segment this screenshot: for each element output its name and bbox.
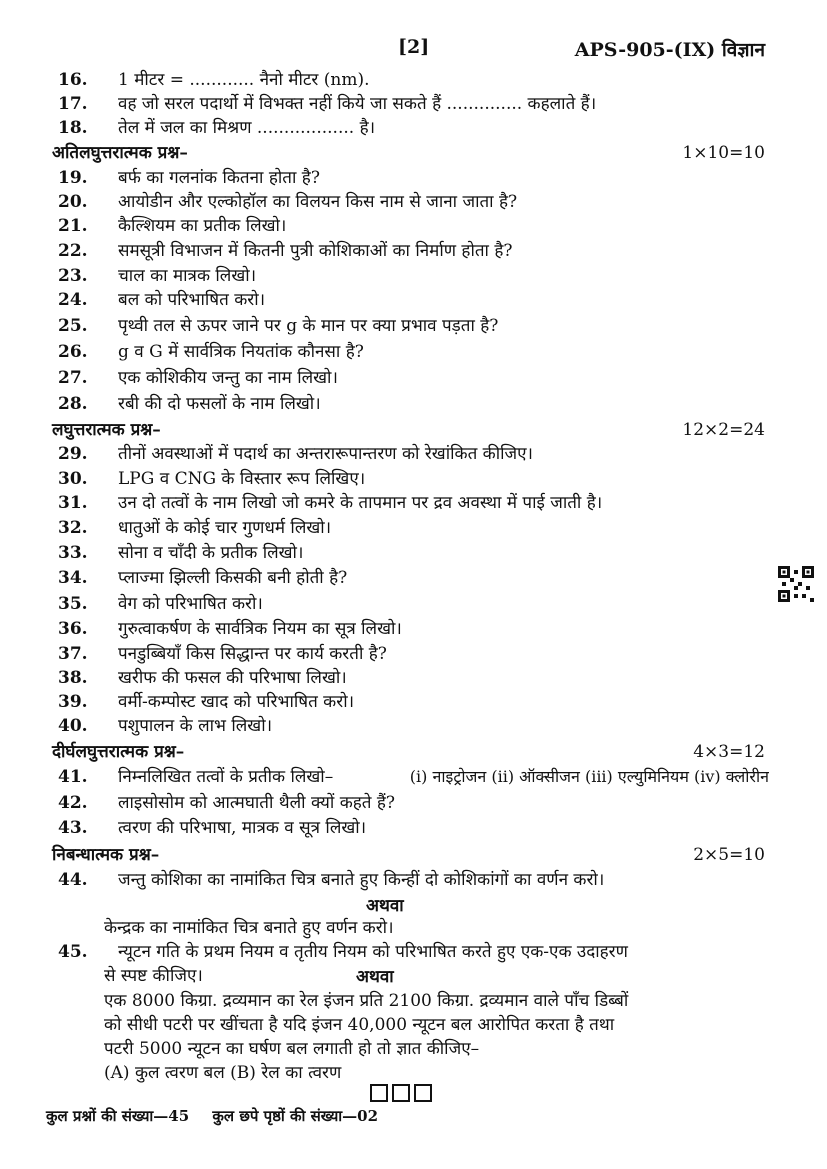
question-number: 17. xyxy=(58,94,88,114)
question-number: 27. xyxy=(58,368,88,388)
total-questions: कुल प्रश्नों की संख्या—45 xyxy=(46,1107,190,1125)
question-item xyxy=(58,642,769,666)
question-item xyxy=(58,617,769,641)
question-item xyxy=(58,68,769,92)
question-text: आयोडीन और एल्कोहॉल का विलयन किस नाम से जाना जाता है? xyxy=(118,192,518,212)
question-item xyxy=(58,791,769,815)
footer xyxy=(46,1106,378,1126)
question-alt-text: (A) कुल त्वरण बल (B) रेल का त्वरण xyxy=(104,1063,342,1083)
question-item xyxy=(58,239,769,263)
question-number: 38. xyxy=(58,668,88,688)
question-text: पशुपालन के लाभ लिखो। xyxy=(118,716,273,736)
question-number: 21. xyxy=(58,216,88,236)
question-text: न्यूटन गति के प्रथम नियम व तृतीय नियम को परिभाषित करते हुए एक-एक उदाहरण xyxy=(118,942,628,962)
question-text: चाल का मात्रक लिखो। xyxy=(118,266,257,286)
question-number: 30. xyxy=(58,469,88,489)
end-box xyxy=(414,1084,432,1102)
question-text: वेग को परिभाषित करो। xyxy=(118,594,263,614)
question-text: खरीफ की फसल की परिभाषा लिखो। xyxy=(118,668,347,688)
question-text: जन्तु कोशिका का नामांकित चित्र बनाते हुए किन्हीं दो कोशिकांगों का वर्णन करो। xyxy=(118,870,605,890)
question-item xyxy=(58,868,769,892)
question-alt-text: को सीधी पटरी पर खींचता है यदि इंजन 40,000 न्यूटन बल आरोपित करता है तथा xyxy=(104,1015,615,1035)
section-title: दीर्घलघुत्तरात्मक प्रश्न– xyxy=(52,742,185,762)
question-text: कैल्शियम का प्रतीक लिखो। xyxy=(118,216,287,236)
question-item xyxy=(58,690,769,714)
question-text: वह जो सरल पदार्थो में विभक्त नहीं किये जा सकते हैं .............. कहलाते हैं। xyxy=(118,94,597,114)
question-text: निम्नलिखित तत्वों के प्रतीक लिखो– xyxy=(118,767,334,787)
question-number: 19. xyxy=(58,168,88,188)
question-number: 23. xyxy=(58,266,88,286)
question-alt-text: एक 8000 किग्रा. द्रव्यमान का रेल इंजन प्रति 2100 किग्रा. द्रव्यमान वाले पाँच डिब्बों xyxy=(104,991,629,1011)
question-item xyxy=(58,366,769,390)
question-number: 20. xyxy=(58,192,88,212)
question-item xyxy=(58,491,769,515)
question-text: लाइसोसोम को आत्मघाती थैली क्यों कहते हैं? xyxy=(118,793,396,813)
question-text: पृथ्वी तल से ऊपर जाने पर g के मान पर क्या प्रभाव पड़ता है? xyxy=(118,316,499,336)
question-text: त्वरण की परिभाषा, मात्रक व सूत्र लिखो। xyxy=(118,818,367,838)
question-number: 36. xyxy=(58,619,88,639)
question-item xyxy=(58,340,769,364)
question-number: 35. xyxy=(58,594,88,614)
question-item xyxy=(58,566,769,590)
question-item xyxy=(58,392,769,416)
question-text: गुरुत्वाकर्षण के सार्वत्रिक नियम का सूत्र लिखो। xyxy=(118,619,402,639)
question-item xyxy=(58,214,769,238)
question-text: समसूत्री विभाजन में कितनी पुत्री कोशिकाओं का निर्माण होता है? xyxy=(118,241,513,261)
question-number: 31. xyxy=(58,493,88,513)
question-text: वर्मी-कम्पोस्ट खाद को परिभाषित करो। xyxy=(118,692,355,712)
question-number: 24. xyxy=(58,290,88,310)
question-text: बल को परिभाषित करो। xyxy=(118,290,266,310)
question-text: g व G में सार्वत्रिक नियतांक कौनसा है? xyxy=(118,342,364,362)
question-alt-text: पटरी 5000 न्यूटन का घर्षण बल लगाती हो तो ज्ञात कीजिए– xyxy=(104,1039,480,1059)
question-text: LPG व CNG के विस्तार रूप लिखिए। xyxy=(118,469,366,489)
question-number: 18. xyxy=(58,118,88,138)
section-title: लघुत्तरात्मक प्रश्न– xyxy=(52,420,161,440)
question-text: एक कोशिकीय जन्तु का नाम लिखो। xyxy=(118,368,338,388)
question-number: 43. xyxy=(58,818,88,838)
question-text: बर्फ का गलनांक कितना होता है? xyxy=(118,168,320,188)
section-heading xyxy=(52,418,765,442)
section-title: निबन्धात्मक प्रश्न– xyxy=(52,845,160,865)
question-item xyxy=(58,264,769,288)
question-text: तीनों अवस्थाओं में पदार्थ का अन्तरारूपान्तरण को रेखांकित कीजिए। xyxy=(118,444,533,464)
question-item xyxy=(58,816,769,840)
end-marker xyxy=(370,1084,432,1102)
section-title: अतिलघुत्तरात्मक प्रश्न– xyxy=(52,143,188,163)
question-alt-text: केन्द्रक का नामांकित चित्र बनाते हुए वर्णन करो। xyxy=(104,918,394,938)
question-number: 26. xyxy=(58,342,88,362)
question-item xyxy=(58,92,769,116)
question-text: सोना व चाँदी के प्रतीक लिखो। xyxy=(118,543,304,563)
or-label: अथवा xyxy=(366,896,404,916)
total-pages: कुल छपे पृष्ठों की संख्या—02 xyxy=(212,1107,379,1125)
section-marks: 12×2=24 xyxy=(682,420,765,440)
question-item xyxy=(58,541,769,565)
section-heading xyxy=(52,141,765,165)
question-number: 40. xyxy=(58,716,88,736)
question-number: 32. xyxy=(58,518,88,538)
question-item xyxy=(58,288,769,312)
section-heading xyxy=(52,843,765,867)
question-number: 45. xyxy=(58,942,88,962)
question-item xyxy=(58,940,769,964)
question-item xyxy=(58,666,769,690)
question-number: 34. xyxy=(58,568,88,588)
section-marks: 4×3=12 xyxy=(693,742,765,762)
question-number: 28. xyxy=(58,394,88,414)
question-number: 25. xyxy=(58,316,88,336)
question-item xyxy=(58,592,769,616)
question-number: 33. xyxy=(58,543,88,563)
question-options: (i) नाइट्रोजन (ii) ऑक्सीजन (iii) एल्युमिनियम (iv) क्लोरीन xyxy=(409,767,769,786)
end-box xyxy=(392,1084,410,1102)
question-item xyxy=(58,442,769,466)
question-text: पनडुब्बियाँ किस सिद्धान्त पर कार्य करती है? xyxy=(118,644,387,664)
question-number: 29. xyxy=(58,444,88,464)
question-item xyxy=(58,467,769,491)
question-number: 42. xyxy=(58,793,88,813)
question-item xyxy=(58,516,769,540)
paper-code: APS-905-(IX) विज्ञान xyxy=(574,39,765,61)
end-box xyxy=(370,1084,388,1102)
section-marks: 1×10=10 xyxy=(682,143,765,163)
question-number: 39. xyxy=(58,692,88,712)
question-number: 16. xyxy=(58,70,88,90)
section-heading xyxy=(52,740,765,764)
question-number: 44. xyxy=(58,870,88,890)
question-number: 22. xyxy=(58,241,88,261)
question-item xyxy=(58,116,769,140)
or-label: अथवा xyxy=(356,967,394,987)
question-text: उन दो तत्वों के नाम लिखो जो कमरे के तापमान पर द्रव अवस्था में पाई जाती है। xyxy=(118,493,603,513)
question-item xyxy=(58,314,769,338)
question-text: धातुओं के कोई चार गुणधर्म लिखो। xyxy=(118,518,332,538)
question-item xyxy=(58,166,769,190)
question-text-continued: से स्पष्ट कीजिए। xyxy=(104,966,203,986)
question-number: 37. xyxy=(58,644,88,664)
question-text: 1 मीटर = ............ नैनो मीटर (nm). xyxy=(118,70,370,90)
question-text: रबी की दो फसलों के नाम लिखो। xyxy=(118,394,321,414)
question-item xyxy=(58,714,769,738)
question-item xyxy=(58,765,769,789)
question-text: तेल में जल का मिश्रण .................. है। xyxy=(118,118,376,138)
qr-code-icon xyxy=(778,566,814,602)
page-number: [2] xyxy=(398,36,430,58)
question-item xyxy=(58,190,769,214)
section-marks: 2×5=10 xyxy=(693,845,765,865)
question-text: प्लाज्मा झिल्ली किसकी बनी होती है? xyxy=(118,568,348,588)
question-number: 41. xyxy=(58,767,88,787)
